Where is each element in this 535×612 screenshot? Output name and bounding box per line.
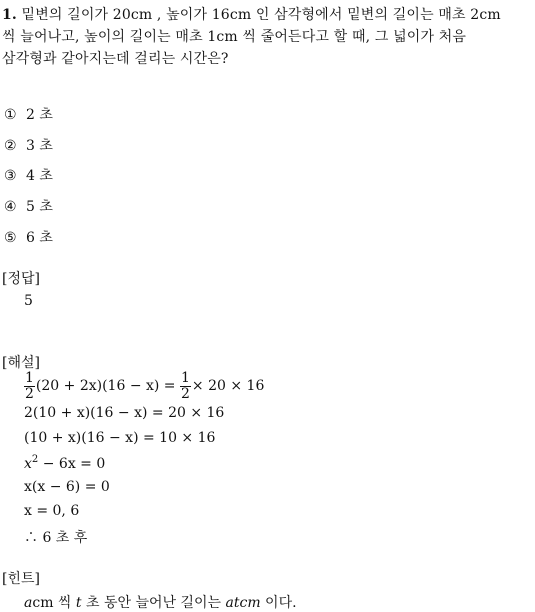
exponent: 2 bbox=[31, 454, 39, 465]
explanation-line-2: 2(10 + x)(16 − x) = 20 × 16 bbox=[24, 405, 225, 421]
choice-3[interactable] bbox=[4, 165, 53, 185]
explanation-line-4 bbox=[24, 454, 105, 472]
hint-text bbox=[24, 592, 297, 612]
answer-label: [정답] bbox=[2, 271, 40, 287]
hint-var-atcm: atcm bbox=[225, 595, 261, 611]
hint-var-a: a bbox=[24, 595, 33, 611]
question-number: 1. bbox=[2, 7, 17, 23]
explanation-line-7: ∴ 6 초 후 bbox=[24, 530, 88, 546]
choice-mark: ③ bbox=[4, 168, 17, 184]
choice-text: 4 초 bbox=[26, 168, 53, 184]
explanation-line-6: x = 0, 6 bbox=[24, 503, 80, 519]
hint-var-t: t bbox=[75, 595, 82, 611]
equation-middle: (20 + 2x)(16 − x) = bbox=[35, 378, 176, 395]
choice-mark: ② bbox=[4, 138, 17, 154]
question-line-3: 삼각형과 같아지는데 걸리는 시간은? bbox=[2, 51, 229, 67]
hint-text-3: 이다. bbox=[260, 595, 297, 611]
choice-mark: ⑤ bbox=[4, 230, 17, 246]
hint-text-2: 초 동안 늘어난 길이는 bbox=[81, 595, 226, 611]
explanation-line-5: x(x − 6) = 0 bbox=[24, 479, 110, 495]
choice-text: 5 초 bbox=[26, 199, 53, 215]
choice-5[interactable] bbox=[4, 227, 53, 247]
choice-text: 6 초 bbox=[26, 230, 53, 246]
answer-value: 5 bbox=[24, 293, 33, 309]
choice-2[interactable] bbox=[4, 135, 53, 155]
choice-1[interactable] bbox=[4, 104, 53, 124]
question-line-1 bbox=[2, 4, 501, 24]
explanation-label: [해설] bbox=[2, 355, 40, 371]
equation-rest: − 6x = 0 bbox=[38, 456, 106, 472]
explanation-line-1 bbox=[24, 371, 264, 401]
choice-mark: ① bbox=[4, 107, 17, 123]
fraction-denominator: 2 bbox=[25, 385, 34, 402]
choice-mark: ④ bbox=[4, 199, 17, 215]
fraction-denominator: 2 bbox=[181, 385, 190, 402]
hint-label: [힌트] bbox=[2, 571, 40, 587]
fraction-half-2 bbox=[180, 371, 191, 401]
explanation-line-3: (10 + x)(16 − x) = 10 × 16 bbox=[24, 430, 216, 446]
hint-text-1: cm 씩 bbox=[32, 595, 76, 611]
choice-4[interactable] bbox=[4, 196, 53, 216]
fraction-half bbox=[24, 371, 35, 401]
choice-text: 3 초 bbox=[26, 138, 53, 154]
fraction-numerator: 1 bbox=[181, 370, 190, 386]
choice-text: 2 초 bbox=[26, 107, 53, 123]
question-text-1: 밑변의 길이가 20cm , 높이가 16cm 인 삼각형에서 밑변의 길이는 매초 2cm bbox=[21, 7, 501, 23]
equation-tail: × 20 × 16 bbox=[191, 378, 265, 395]
fraction-numerator: 1 bbox=[25, 370, 34, 386]
variable-x: x bbox=[24, 456, 32, 472]
question-line-2: 씩 늘어나고, 높이의 길이는 매초 1cm 씩 줄어든다고 할 때, 그 넓이가 처음 bbox=[2, 29, 467, 45]
